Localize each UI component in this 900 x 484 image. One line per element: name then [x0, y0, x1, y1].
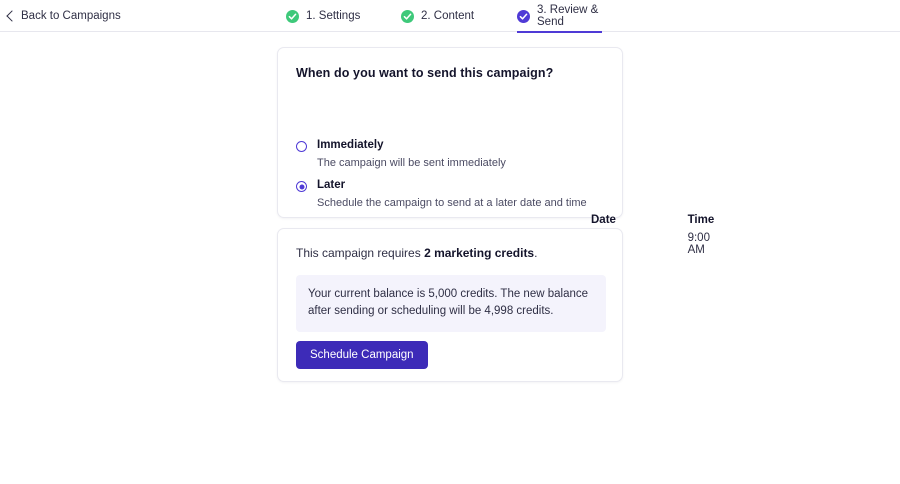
radio-option-immediately[interactable] — [296, 138, 506, 170]
credits-requirement-suffix: . — [534, 246, 538, 260]
step-tab-settings-label: 1. Settings — [306, 10, 361, 22]
credits-requirement-text — [296, 246, 537, 260]
back-to-campaigns-link[interactable] — [8, 10, 121, 22]
radio-icon-later[interactable] — [296, 181, 307, 192]
step-tab-review-and-send-label: 3. Review & Send — [537, 4, 599, 28]
time-field-label: Time — [687, 214, 715, 226]
check-circle-icon — [401, 10, 414, 23]
credits-requirement-amount: 2 marketing credits — [424, 246, 535, 260]
radio-option-later-label: Later — [317, 179, 346, 191]
step-progress-nav — [286, 0, 602, 32]
step-tab-settings[interactable] — [286, 0, 401, 32]
step-tab-content-label: 2. Content — [421, 10, 475, 22]
time-field-value[interactable]: 9:00 AM — [687, 232, 710, 256]
schedule-campaign-button[interactable]: Schedule Campaign — [296, 341, 428, 369]
radio-option-later-text — [317, 178, 587, 210]
back-to-campaigns-label: Back to Campaigns — [21, 9, 121, 22]
check-circle-icon — [517, 10, 530, 23]
step-tab-content[interactable] — [401, 0, 517, 32]
time-field — [688, 214, 715, 280]
step-tab-review-and-send[interactable] — [517, 0, 602, 32]
chevron-left-icon — [6, 10, 17, 21]
check-circle-icon — [286, 10, 299, 23]
top-navigation-bar — [0, 0, 900, 32]
radio-option-immediately-label: Immediately — [317, 139, 384, 151]
balance-notice: Your current balance is 5,000 credits. The new balance after sending or scheduling will be 4,998 credits. — [296, 275, 606, 332]
radio-option-later-description: Schedule the campaign to send at a later date and time — [317, 196, 587, 209]
radio-icon-immediately[interactable] — [296, 141, 307, 152]
date-field-label: Date — [591, 214, 616, 226]
credits-requirement-prefix: This campaign requires — [296, 246, 425, 260]
radio-option-later[interactable] — [296, 178, 587, 210]
radio-option-immediately-description: The campaign will be sent immediately — [317, 156, 506, 169]
credits-card — [277, 228, 623, 382]
radio-option-immediately-text — [317, 138, 506, 170]
schedule-card-title: When do you want to send this campaign? — [296, 66, 554, 80]
